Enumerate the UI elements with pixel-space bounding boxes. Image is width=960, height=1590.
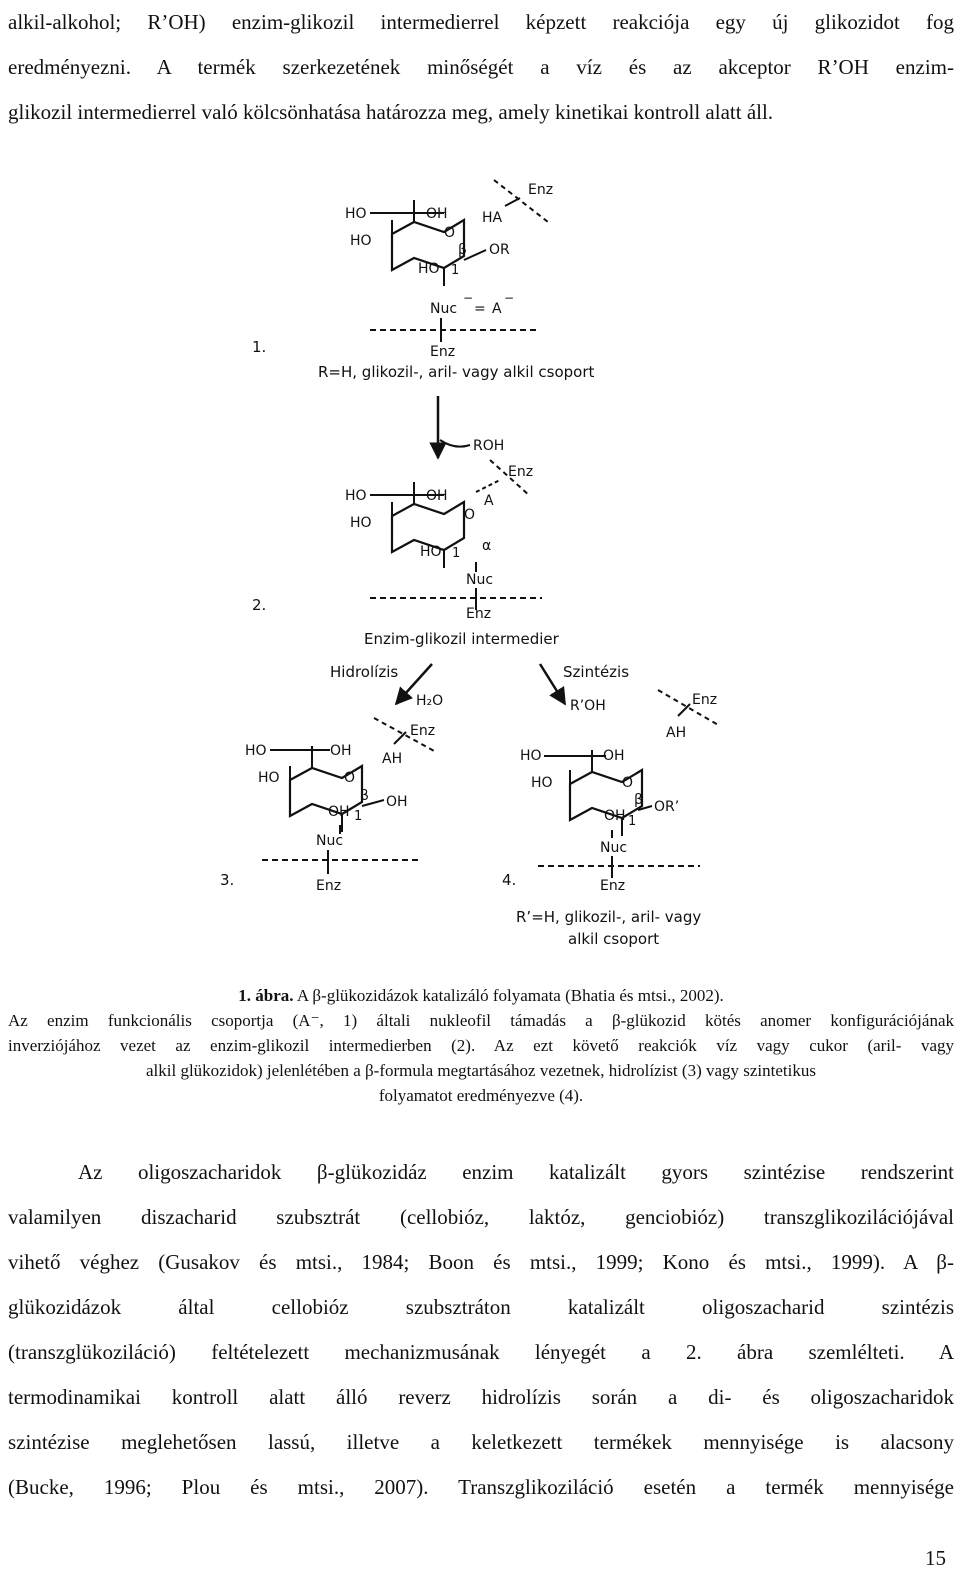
enz-label: Enz [430,344,456,360]
svg-text:−: − [463,291,474,305]
enz-label: Enz [466,606,492,622]
ring-o-label: O [622,775,634,791]
caption-line: inverziójához vezet az enzim-glikozil intermedierben (2). Az ezt követő reakciók víz vagy cukor (aril- vagy [8,1036,954,1055]
caption-line: folyamatot eredményezve (4). [378,1086,584,1105]
carbon-one-label: 1 [452,546,461,561]
step-number-4: 4. [502,871,517,889]
r-prime-oh-label: R’OH [570,698,606,714]
beta-label: β [634,792,643,808]
body-line: glükozidázok által cellobióz szubsztráton katalizált oligoszacharid szintézis [8,1295,954,1319]
or-prime-label: OR’ [654,799,680,815]
ring-o-label: O [464,507,476,523]
body-line: (Bucke, 1996; Plou és mtsi., 2007). Transzglikoziláció esetén a termék mennyisége [8,1475,954,1499]
ah-label: AH [382,751,403,767]
r-definition-4-line2: alkil csoport [568,930,660,948]
enz-label: Enz [410,723,436,739]
step-number-2: 2. [252,596,267,614]
body-line: szintézise meglehetősen lassú, illetve a keletkezett termékek mennyisége is alacsony [8,1430,954,1454]
enz-label: Enz [528,182,554,198]
carbon-one-label: 1 [451,263,460,278]
alpha-label: α [482,538,492,554]
hydrolysis-label: Hidrolízis [330,663,399,681]
oh-label: OH [603,748,625,764]
step-number-3: 3. [220,871,235,889]
oh-label: OH [386,794,408,810]
body-paragraph [8,1150,954,1510]
intro-paragraph [8,0,954,135]
ho-label: HO [520,748,542,764]
h2o-label: H₂O [416,693,444,709]
ho-label: HO [245,743,267,759]
body-line: Az oligoszacharidok β-glükozidáz enzim katalizált gyors szintézise rendszerint [78,1160,954,1184]
r-definition-1: R=H, glikozil-, aril- vagy alkil csoport [318,363,595,381]
intro-line: glikozil intermedierrel való kölcsönhatása határozza meg, amely kinetikai kontroll alatt áll. [8,100,774,124]
r-definition-4-line1: R’=H, glikozil-, aril- vagy [516,908,702,926]
caption-title-line [8,983,954,1008]
glucoside-structure-3 [245,718,436,894]
body-line: (transzglükoziláció) feltételezett mechanizmusának lényegét a 2. ábra szemlélteti. A [8,1340,954,1364]
enz-label: Enz [600,878,626,894]
body-line: termodinamikai kontroll alatt álló reverz hidrolízis során a di- és oligoszacharidok [8,1385,954,1409]
reaction-mechanism-figure [0,170,960,970]
ho-label: HO [345,206,367,222]
enz-label: Enz [508,464,534,480]
body-line: valamilyen diszacharid szubsztrát (cellobióz, laktóz, genciobióz) transzglikozilációjával [8,1205,954,1229]
glucoside-structure-2 [345,460,560,648]
ho-label: HO [345,488,367,504]
synthesis-arrow [540,664,565,704]
nuc-label: Nuc [600,840,628,856]
beta-label: β [458,242,467,258]
a-label: A [484,493,494,509]
ho-label: HO [420,544,442,560]
beta-label: β [360,788,369,804]
ring-o-label: O [444,225,456,241]
oh-label: OH [328,804,350,820]
ho-label: HO [350,233,372,249]
carbon-one-label: 1 [354,809,363,824]
caption-label: 1. ábra. [238,986,294,1005]
body-line: vihető véghez (Gusakov és mtsi., 1984; Boon és mtsi., 1999; Kono és mtsi., 1999). A β- [8,1250,954,1274]
oh-label: OH [426,488,448,504]
ho-label: HO [531,775,553,791]
nuc-minus-label: Nuc [430,301,458,317]
caption-line: Az enzim funkcionális csoportja (A⁻, 1) általi nukleofil támadás a β-glükozid kötés anomer konfigurációjának [8,1011,954,1030]
enz-label: Enz [692,692,718,708]
synthesis-label: Szintézis [563,663,630,681]
nuc-label: Nuc [316,833,344,849]
or-label: OR [489,242,510,258]
oh-label: OH [330,743,352,759]
intro-line: eredményezni. A termék szerkezetének minőségét a víz és az akceptor R’OH enzim- [8,55,954,79]
ho-label: HO [350,515,372,531]
oh-label: OH [426,206,448,222]
enz-label: Enz [316,878,342,894]
nuc-label: Nuc [466,572,494,588]
caption-title: A β-glükozidázok katalizáló folyamata (Bhatia és mtsi., 2002). [296,986,724,1005]
glucoside-structure-4 [516,690,720,948]
ho-label: HO [258,770,280,786]
figure-caption [8,983,954,1108]
caption-line: alkil glükozidok) jelenlétében a β-formula megtartásához vezetnek, hidrolízist (3) vagy szintetikus [145,1061,816,1080]
step-number-1: 1. [252,338,267,356]
ho-label: HO [418,261,440,277]
ah-label: AH [666,725,687,741]
glucoside-structure-1 [318,180,595,381]
ha-label: HA [482,210,503,226]
intermediate-label: Enzim-glikozil intermedier [364,630,559,648]
page-number: 15 [925,1546,946,1570]
intro-line: alkil-alkohol; R’OH) enzim-glikozil intermedierrel képzett reakciója egy új glikozidot fog [8,10,954,34]
oh-label: OH [604,808,626,824]
carbon-one-label: 1 [628,814,637,829]
ring-o-label: O [344,770,356,786]
roh-label: ROH [473,438,505,454]
svg-text:=: = [474,301,486,317]
a-minus-label: A [492,301,502,317]
svg-text:−: − [504,291,515,305]
